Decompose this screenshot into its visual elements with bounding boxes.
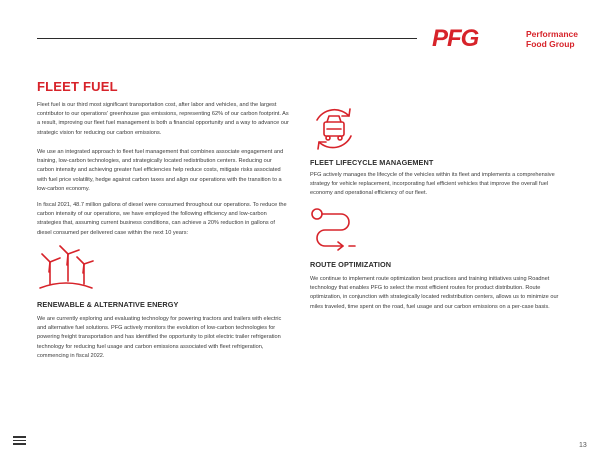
logo-name-line2: Food Group xyxy=(526,39,575,49)
renewable-text: We are currently exploring and evaluating technology for powering tractors and trailers with electric and alternative fuel solutions. PFG actively monitors the evolution of low-carbon technologies for powering freight transportation and has identified the opportunity to pilot electric trailer refrigeration technology for reducing fuel usage and carbon emissions associated with fleet refrigeration, commencing in fiscal 2022. xyxy=(37,316,282,359)
wind-turbines-icon xyxy=(36,244,96,292)
route-heading: ROUTE OPTIMIZATION xyxy=(310,260,392,269)
menu-icon[interactable] xyxy=(13,436,26,448)
page-number: 13 xyxy=(579,442,587,449)
intro-paragraph-1: Fleet fuel is our third most significant transportation cost, after labor and vehicles, and the largest contributor to our operations' greenhouse gas emissions, representing 62% of our carbon footprint. As a result, improving our fleet fuel management is both a financial opportunity and a way to advance our strategic vision for reducing our carbon emissions. xyxy=(37,102,289,136)
intro-paragraph-2: We use an integrated approach to fleet fuel management that combines associate engagement and training, low-carbon technologies, and strategically located redistribution centers. Reducing our carbon intensity and achieving greater fuel efficiencies help reduce costs, mitigate risks associated with fuel price volatility, hedge against carbon taxes and align our operations with the transition to a low-carbon economy. xyxy=(37,149,284,192)
logo-mark: PFG xyxy=(432,25,479,52)
logo-name-line1: Performance xyxy=(526,29,578,39)
renewable-heading: RENEWABLE & ALTERNATIVE ENERGY xyxy=(37,300,179,309)
lifecycle-text: PFG actively manages the lifecycle of the vehicles within its fleet and implements a comprehensive strategy for vehicle replacement, incorporating fuel efficient vehicles that improve the overall fuel economy and operational efficiency of our fleet. xyxy=(310,172,555,197)
header-rule xyxy=(37,38,417,39)
route-text: We continue to implement route optimization best practices and training initiatives using Roadnet technology that enables PFG to select the most efficient routes for product distribution. Route optimization, in conjunction with strategically located redistribution centers, allows us to minimize our miles traveled, time spent on the road, fuel usage and our carbon emissions on a per-case basis. xyxy=(310,276,559,310)
lifecycle-heading: FLEET LIFECYCLE MANAGEMENT xyxy=(310,158,434,167)
pfg-logo[interactable] xyxy=(432,25,578,55)
page-title: FLEET FUEL xyxy=(37,79,118,94)
intro-paragraph-3: In fiscal 2021, 48.7 million gallons of diesel were consumed throughout our operations. To reduce the carbon intensity of our operations, we have employed the following efficiency and low-carbon strategies that, assuming current business conditions, can achieve a 20% reduction in gallons of diesel consumed per delivered case within the next 10 years: xyxy=(37,202,287,236)
route-icon xyxy=(309,206,357,252)
logo-company-name xyxy=(526,29,586,49)
truck-cycle-icon xyxy=(309,104,359,152)
